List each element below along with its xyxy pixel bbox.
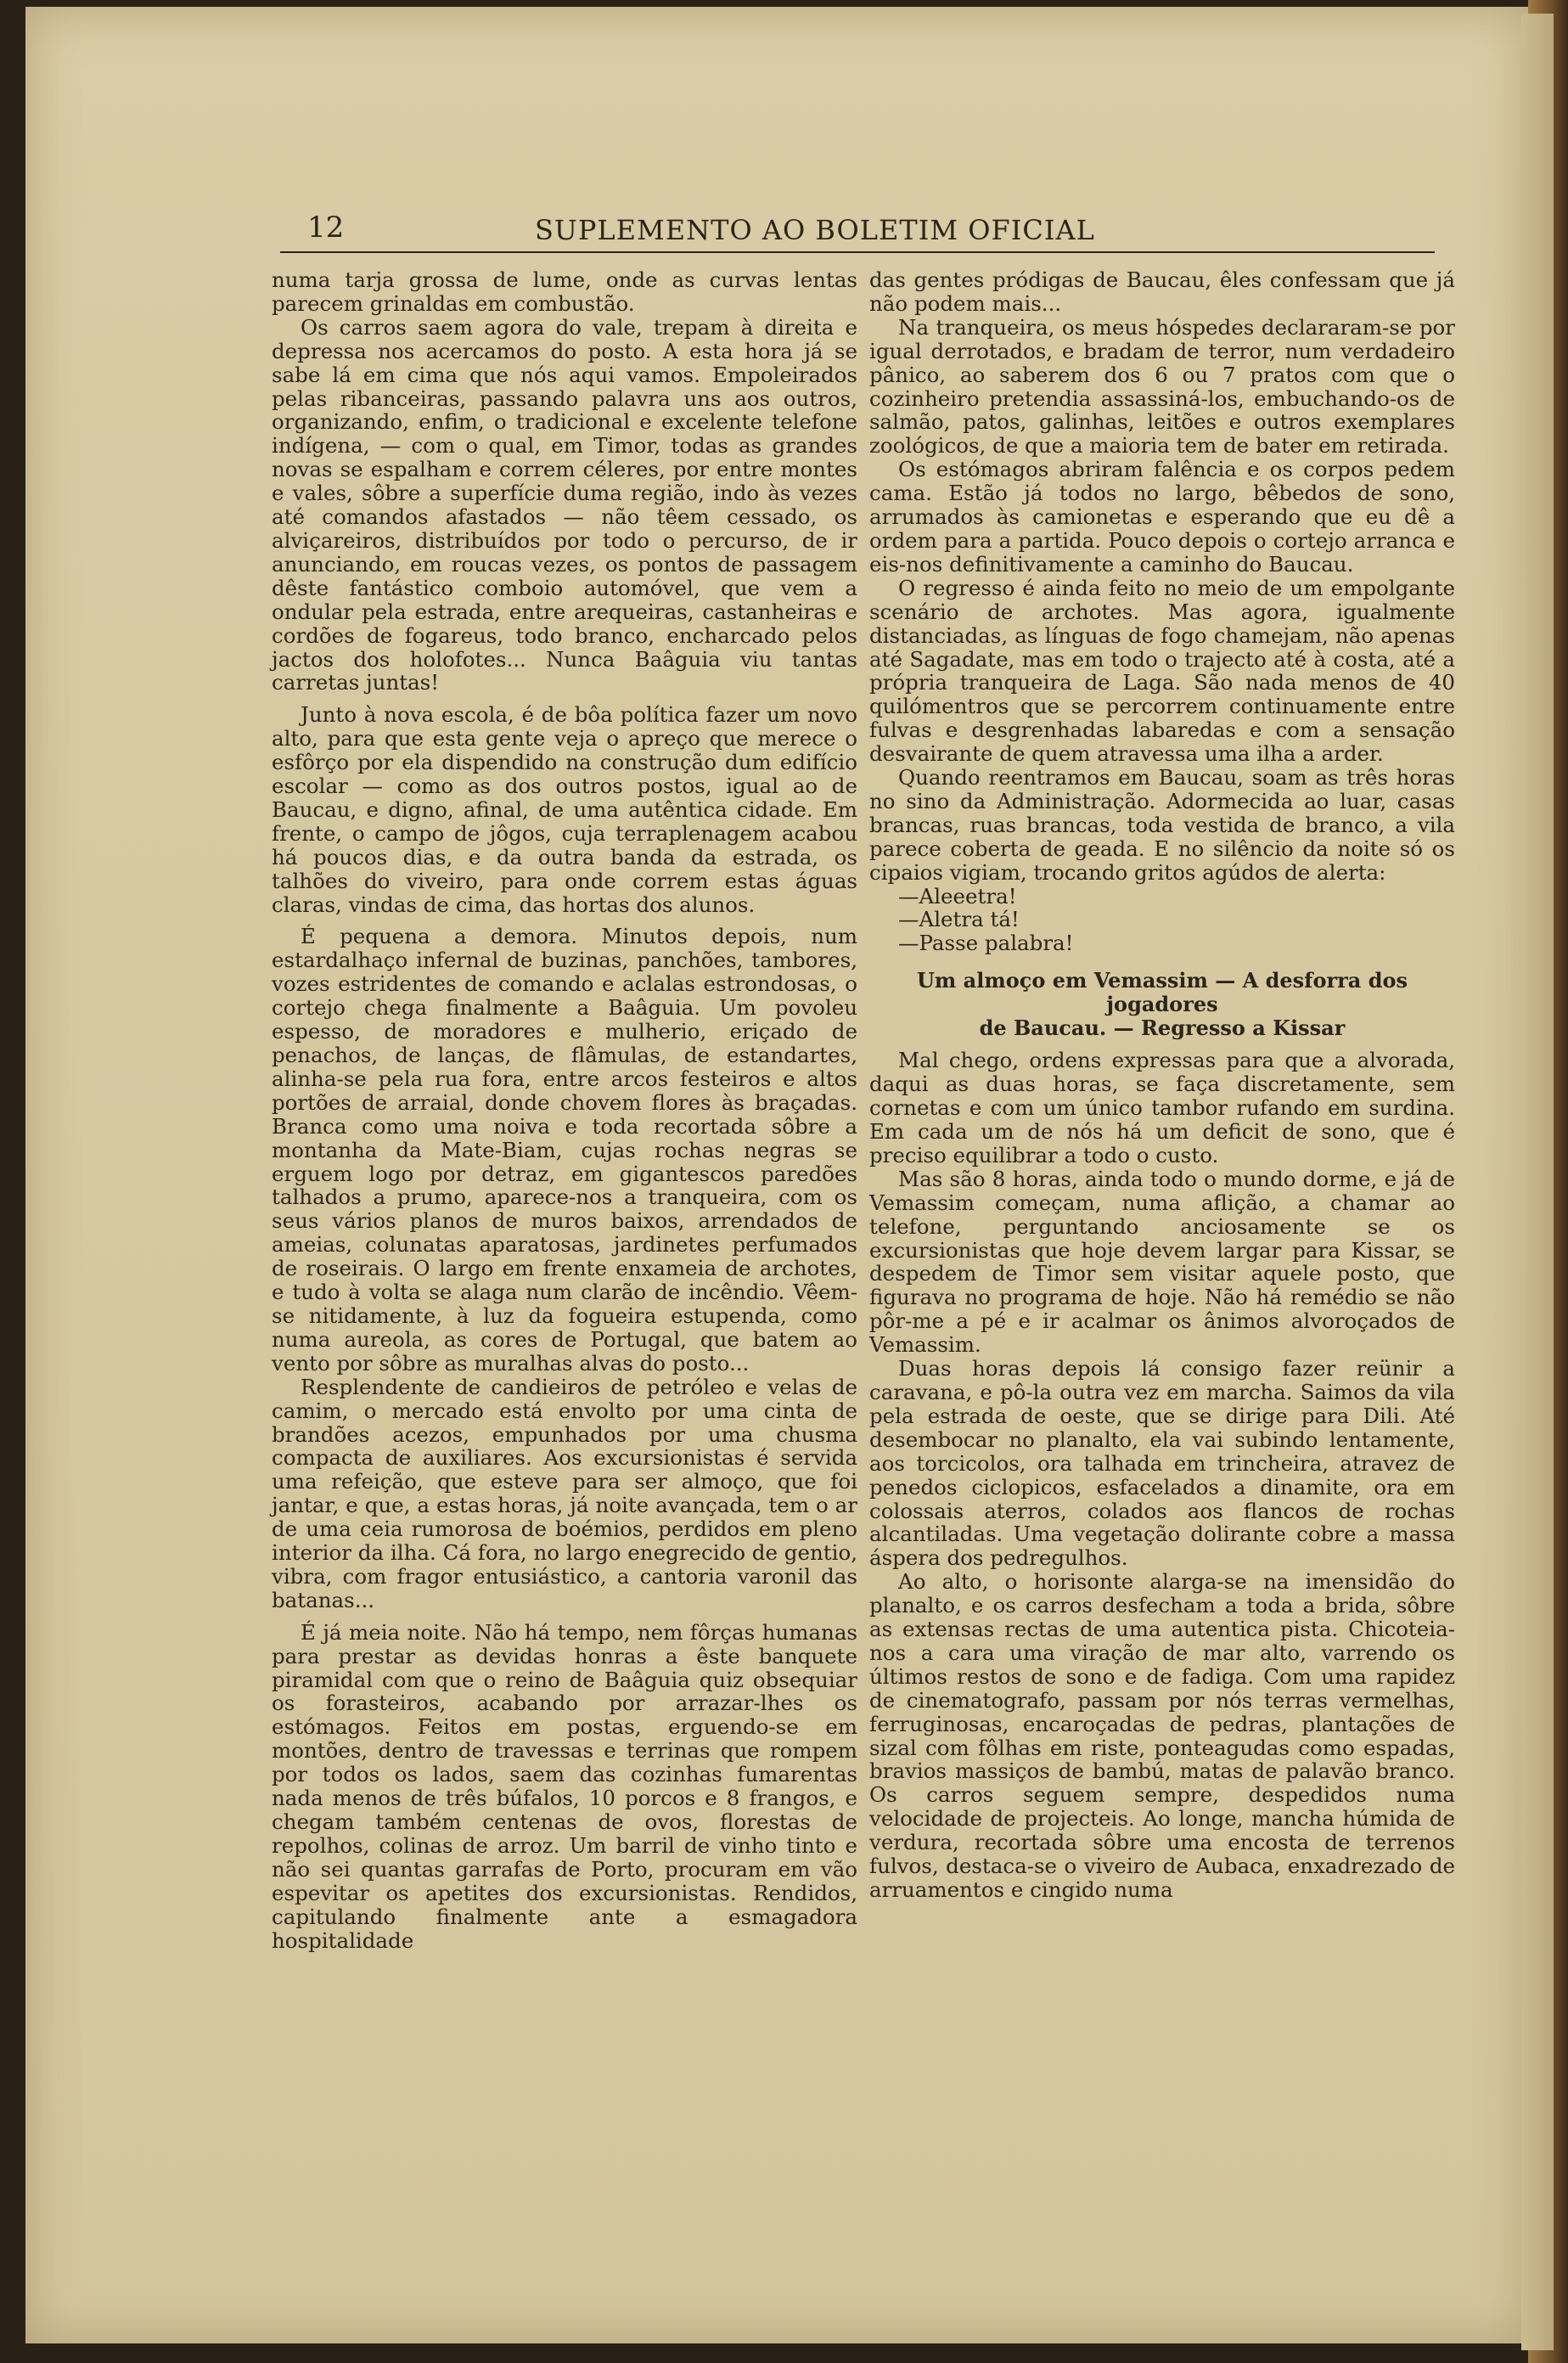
paragraph: Mas são 8 horas, ainda todo o mundo dorme, e já de Vemassim começam, numa aflição, a chamar ao telefone, perguntando anciosamente se os excursionistas que hoje devem largar para Kissar, se despedem de Timor sem visitar aquele posto, que figurava no programa de hoje. Não há remédio se não pôr-me a pé e ir acalmar os ânimos alvoroçados de Vemassim. xyxy=(869,1166,1455,1358)
paragraph: numa tarja grossa de lume, onde as curvas lentas parecem grinaldas em combustão. xyxy=(272,267,857,316)
paragraph: Os carros saem agora do vale, trepam à direita e depressa nos acercamos do posto. A esta hora já se sabe lá em cima que nós aqui vamos. Empoleirados pelas ribanceiras, passando palavra uns aos outros, organizando, enfim, o tradicional e excelente telefone indígena, — com o qual, em Timor, todas as grandes novas se espalham e correm céleres, por entre montes e vales, sôbre a superfície duma região, indo às vezes até comandos afastados — não têem cessado, os alviçareiros, distribuídos por todo o percurso, de ir anunciando, em roucas vezes, os pontos de passagem dêste fantástico comboio automóvel, que vem a ondular pela estrada, entre arequeiras, castanheiras e cordões de fogareus, todo branco, encharcado pelos jactos dos holofotes... Nunca Baâguia viu tantas carretas juntas! xyxy=(272,314,857,695)
page-number: 12 xyxy=(307,211,345,245)
paragraph: Na tranqueira, os meus hóspedes declararam-se por igual derrotados, e bradam de terror, num verdadeiro pânico, ao saberem dos 6 ou 7 pratos com que o cozinheiro pretendia assassiná-los, embuchando-os de salmão, patos, galinhas, leitões e outros exemplares zoológicos, de que a maioria tem de bater em retirada. xyxy=(869,314,1455,459)
paragraph: das gentes pródigas de Baucau, êles confessam que já não podem mais... xyxy=(869,267,1455,316)
section-heading-line: Um almoço em Vemassim — A desforra dos jogadores xyxy=(917,968,1408,1017)
right-column xyxy=(869,268,1455,1902)
page-sheet xyxy=(25,7,1528,2343)
paragraph: É já meia noite. Não há tempo, nem fôrças humanas para prestar as devidas honras a êste banquete piramidal com que o reino de Baâguia quiz obsequiar os forasteiros, acabando por arrazar-lhes os estómagos. Feitos em postas, erguendo-se em montões, dentro de travessas e terrinas que rompem por todos os lados, saem das cozinhas fumarentas nada menos de três búfalos, 10 porcos e 8 frangos, e chegam também centenas de ovos, florestas de repolhos, colinas de arroz. Um barril de vinho tinto e não sei quantas garrafas de Porto, procuram em vão espevitar os apetites dos excursionistas. Rendidos, capitulando finalmente ante a esmagadora hospitalidade xyxy=(272,1619,857,1953)
paragraph: Quando reentramos em Baucau, soam as três horas no sino da Administração. Adormecida ao luar, casas brancas, ruas brancas, toda vestida de branco, a vila parece coberta de geada. E no silêncio da noite só os cipaios vigiam, trocando gritos agúdos de alerta: xyxy=(869,765,1455,885)
paragraph: Resplendente de candieiros de petróleo e velas de camim, o mercado está envolto por uma cinta de brandões acezos, empunhados por uma chusma compacta de auxiliares. Aos excursionistas é servida uma refeição, que esteve para ser almoço, que foi jantar, e que, a estas horas, já noite avançada, tem o ar de uma ceia rumorosa de boémios, perdidos em pleno interior da ilha. Cá fora, no largo enegrecido de gentio, vibra, com fragor entusiástico, a cantoria varonil das batanas... xyxy=(272,1374,857,1612)
paragraph: Mal chego, ordens expressas para que a alvorada, daqui as duas horas, se faça discretamente, sem cornetas e com um único tambor rufando em surdina. Em cada um de nós há um deficit de sono, que é preciso equilibrar a todo o custo. xyxy=(869,1048,1455,1167)
page-header xyxy=(280,209,1435,253)
dialog-line: —Aletra tá! xyxy=(898,907,1020,932)
paragraph: O regresso é ainda feito no meio de um empolgante scenário de archotes. Mas agora, igualmente distanciadas, as línguas de fogo chamejam, não apenas até Sagadate, mas em todo o trajecto até à costa, até a própria tranqueira de Laga. São nada menos de 40 quilómentros que se percorrem continuamente entre fulvas e desgrenhadas labaredas e com a sensação desvairante de quem atravessa uma ilha a arder. xyxy=(869,575,1455,767)
dialog-line: —Aleeetra! xyxy=(898,883,1017,909)
section-heading-line: de Baucau. — Regresso a Kissar xyxy=(979,1016,1346,1041)
left-column xyxy=(272,268,857,1952)
running-title: SUPLEMENTO AO BOLETIM OFICIAL xyxy=(535,214,1095,246)
section-heading xyxy=(869,969,1455,1040)
paragraph: Ao alto, o horisonte alarga-se na imensidão do planalto, e os carros desfecham a toda a brida, sôbre as extensas rectas de uma autentica pista. Chicoteia-nos a cara uma viração de mar alto, varrendo os últimos restos de sono e de fadiga. Com uma rapidez de cinematografo, passam por nós terras vermelhas, ferruginosas, encaroçadas de pedras, plantações de sizal com fôlhas em riste, ponteagudas como espadas, bravios massiços de bambú, matas de palavão branco. Os carros seguem sempre, despedidos numa velocidade de projecteis. Ao longe, mancha húmida de verdura, recortada sôbre uma encosta de terrenos fulvos, destaca-se o viveiro de Aubaca, enxadrezado de arruamentos e cingido numa xyxy=(869,1569,1455,1902)
paragraph: Duas horas depois lá consigo fazer reünir a caravana, e pô-la outra vez em marcha. Saimos da vila pela estrada de oeste, que se dirige para Dili. Até desembocar no planalto, ela vai subindo lentamente, aos torcicolos, ora talhada em trincheira, atravez de penedos ciclopicos, esfacelados a dinamite, ora em colossais aterros, colados aos flancos de rochas alcantiladas. Uma vegetação dolirante cobre a massa áspera dos pedregulhos. xyxy=(869,1356,1455,1571)
paragraph: É pequena a demora. Minutos depois, num estardalhaço infernal de buzinas, panchões, tambores, vozes estridentes de comando e aclalas estrondosas, o cortejo chega finalmente a Baâguia. Um povoleu espesso, de moradores e mulherio, eriçado de penachos, de lanças, de flâmulas, de estandartes, alinha-se pela rua fora, entre arcos festeiros e altos portões de arraial, donde chovem flores às braçadas. Branca como uma noiva e toda recortada sôbre a montanha da Mate-Biam, cujas rochas negras se erguem logo por detraz, em gigantescos paredões talhados a prumo, aparece-nos a tranqueira, com os seus vários planos de muros baixos, arrendados de ameias, colunatas aparatosas, jardinetes perfumados de roseirais. O largo em frente enxameia de archotes, e tudo à volta se alaga num clarão de incêndio. Vêem-se nitidamente, à luz da fogueira estupenda, como numa aureola, as cores de Portugal, que batem ao vento por sôbre as muralhas alvas do posto... xyxy=(272,924,857,1376)
dialog-line: —Passe palabra! xyxy=(898,931,1074,956)
paragraph: Junto à nova escola, é de bôa política fazer um novo alto, para que esta gente veja o apreço que merece o esfôrço por ela dispendido na construção dum edifício escolar — como as dos outros postos, igual ao de Baucau, e digno, afinal, de uma autêntica cidade. Em frente, o campo de jôgos, cuja terraplenagem acabou há poucos dias, e da outra banda da estrada, os talhões do viveiro, para onde correm estas águas claras, vindas de cima, das hortas dos alunos. xyxy=(272,702,857,917)
paragraph: Os estómagos abriram falência e os corpos pedem cama. Estão já todos no largo, bêbedos de sono, arrumados às camionetas e esperando que eu dê a ordem para a partida. Pouco depois o cortejo arranca e eis-nos definitivamente a caminho do Baucau. xyxy=(869,457,1455,577)
page-fold xyxy=(1521,14,1554,2350)
